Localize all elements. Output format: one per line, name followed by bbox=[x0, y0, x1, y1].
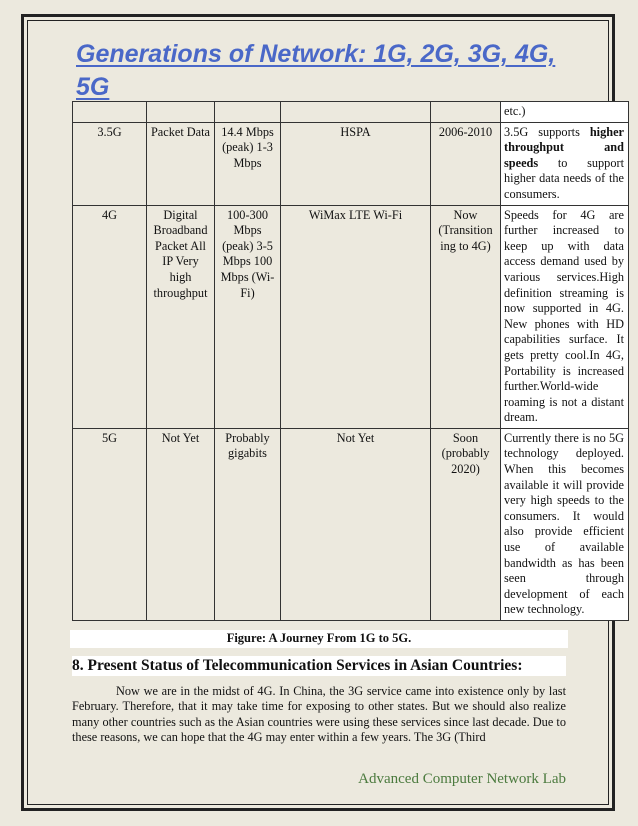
table-row bbox=[73, 122, 629, 205]
cell-speed: 14.4 Mbps (peak) 1-3 Mbps bbox=[215, 122, 281, 205]
table-row bbox=[73, 428, 629, 620]
cell-technology: Digital Broadband Packet All IP Very high throughput bbox=[147, 205, 215, 428]
cell-description: Speeds for 4G are further increased to keep up with data access demand used by various services.High definition streaming is now supported in 4G. New phones with HD capabilities surface. It gets pretty cool.In 4G, Portability is increased further.World-wide roaming is not a distant dream. bbox=[501, 205, 629, 428]
cell-time: 2006-2010 bbox=[431, 122, 501, 205]
table-row-continued bbox=[73, 102, 629, 123]
figure-caption: Figure: A Journey From 1G to 5G. bbox=[70, 630, 568, 648]
cell-time: Now (Transition ing to 4G) bbox=[431, 205, 501, 428]
cell-standard: HSPA bbox=[281, 122, 431, 205]
cell-standard: Not Yet bbox=[281, 428, 431, 620]
description-bold-text: higher throughput and speeds bbox=[504, 124, 624, 170]
cell-description: etc.) bbox=[501, 102, 629, 123]
cell-generation: 5G bbox=[73, 428, 147, 620]
description-text: 3.5G supports bbox=[504, 124, 590, 139]
cell-generation: 3.5G bbox=[73, 122, 147, 205]
cell-time: Soon (probably 2020) bbox=[431, 428, 501, 620]
body-paragraph: Now we are in the midst of 4G. In China, the 3G service came into existence only by last February. Therefore, that it may take time for exposing to other states. But we should also realize many other countries such as the Asian countries were using these services since last decade. Due to these reasons, we can hope that the 4G may enter within a few years. The 3G (Third bbox=[72, 684, 566, 745]
cell-description bbox=[501, 122, 629, 205]
cell-speed: 100-300 Mbps (peak) 3-5 Mbps 100 Mbps (Wi-Fi) bbox=[215, 205, 281, 428]
cell-technology: Not Yet bbox=[147, 428, 215, 620]
table-row bbox=[73, 205, 629, 428]
cell-generation: 4G bbox=[73, 205, 147, 428]
description-text: to support higher data needs of the consumers. bbox=[504, 155, 624, 201]
cell-speed: Probably gigabits bbox=[215, 428, 281, 620]
cell-technology: Packet Data bbox=[147, 122, 215, 205]
cell-description: Currently there is no 5G technology deployed. When this becomes available it will provide very high speeds to the consumers. It would also provide efficient use of available bandwidth as has been seen through development of each new technology. bbox=[501, 428, 629, 620]
page-title: Generations of Network: 1G, 2G, 3G, 4G, 5G bbox=[76, 40, 556, 101]
cell-standard: WiMax LTE Wi-Fi bbox=[281, 205, 431, 428]
section-heading: 8. Present Status of Telecommunication Services in Asian Countries: bbox=[72, 656, 566, 676]
page-footer: Advanced Computer Network Lab bbox=[358, 771, 566, 787]
generations-table bbox=[72, 101, 629, 621]
